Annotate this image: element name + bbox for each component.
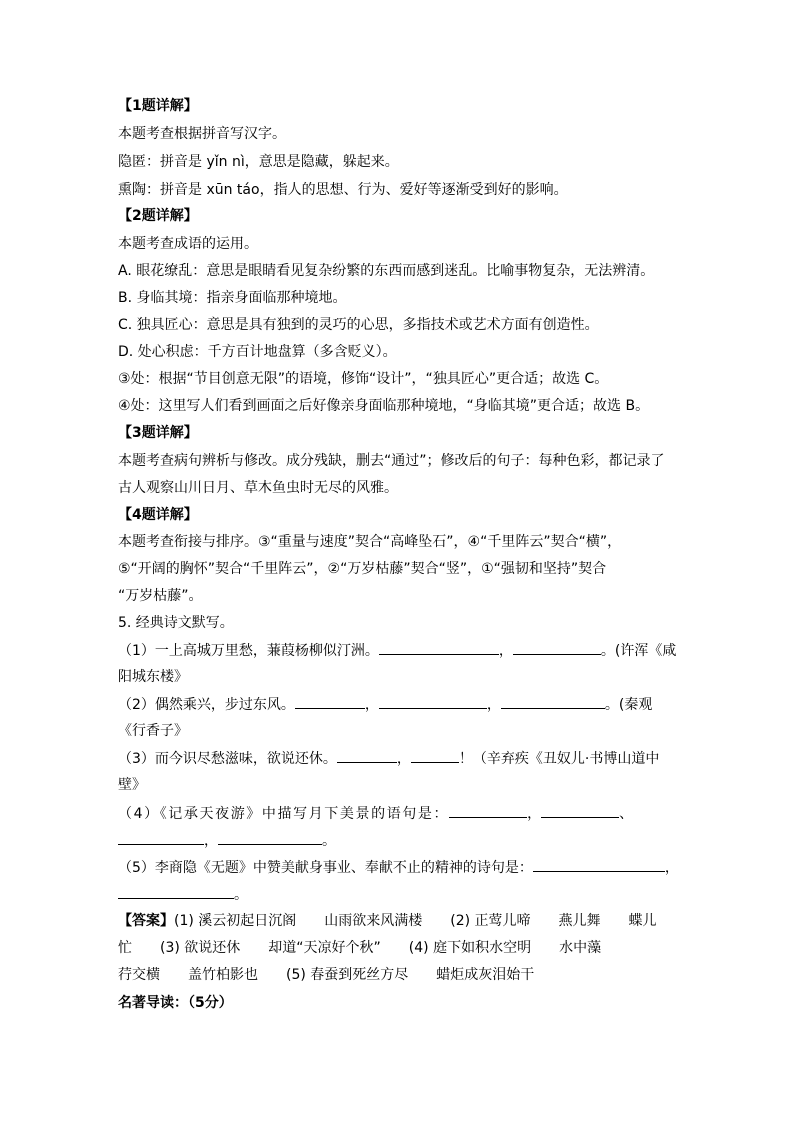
question-3-source-cont: 壁》 [118, 777, 146, 793]
answer-line-3: 荇交横 盖竹柏影也 (5) 春蚕到死丝方尽 蜡炬成灰泪始干 [118, 967, 535, 983]
answer-blank[interactable] [513, 640, 601, 655]
question-3-text: （3）而今识尽愁滋味，欲说还休。 [118, 751, 337, 767]
question-4: （4）《记承天夜游》中描写月下美景的语句是： ， 、 [118, 803, 633, 825]
question-2-source: 。(秦观 [604, 697, 653, 713]
section-4-header: 【4题详解】 [118, 507, 198, 523]
answer-blank[interactable] [449, 803, 527, 818]
section-5-header: 5. 经典诗文默写。 [118, 615, 234, 631]
section-2-header: 【2题详解】 [118, 208, 198, 224]
section-2-analysis-4: ④处：这里写人们看到画面之后好像亲身面临那种境地，“身临其境”更合适；故选 B。 [118, 398, 650, 414]
answer-blank[interactable] [379, 694, 487, 709]
question-5-cont: 。 [118, 884, 248, 906]
question-5: （5）李商隐《无题》中赞美献身事业、奉献不止的精神的诗句是： ， [118, 857, 679, 879]
answer-text-1: (1) 溪云初起日沉阁 山雨欲来风满楼 (2) 正莺儿啼 燕儿舞 蝶儿 [174, 913, 657, 929]
question-4-text: （4）《记承天夜游》中描写月下美景的语句是： [118, 806, 450, 822]
section-2-option-b: B. 身临其境：指亲身面临那种境地。 [118, 290, 347, 306]
reading-guide-header: 名著导读：（5分） [118, 995, 233, 1011]
answer-blank[interactable] [541, 803, 619, 818]
answer-blank[interactable] [118, 884, 234, 899]
answer-blank[interactable] [118, 830, 204, 845]
section-1-item-1: 隐匿：拼音是 yǐn nì，意思是隐藏，躲起来。 [118, 154, 399, 170]
answer-blank[interactable] [501, 694, 605, 709]
section-3-line-1: 本题考查病句辨析与修改。成分残缺，删去“通过”；修改后的句子：每种色彩，都记录了 [118, 453, 665, 469]
question-3: （3）而今识尽愁滋味，欲说还休。 ， ！（辛弃疾《丑奴儿·书博山道中 [118, 748, 659, 770]
answer-blank[interactable] [533, 857, 665, 872]
answer-label: 【答案】 [118, 913, 174, 929]
question-3-source: ！（辛弃疾《丑奴儿·书博山道中 [458, 751, 660, 767]
section-4-line-3: “万岁枯藤”。 [118, 588, 203, 604]
question-1-source: 。(许浑《咸 [600, 643, 677, 659]
section-3-header: 【3题详解】 [118, 425, 198, 441]
section-4-line-1: 本题考查衔接与排序。③“重量与速度”契合“高峰坠石”，④“千里阵云”契合“横”， [118, 534, 622, 550]
answer-blank[interactable] [337, 748, 397, 763]
answer-line-1 [118, 911, 657, 933]
question-4-cont: ， 。 [118, 830, 336, 852]
section-2-option-a: A. 眼花缭乱：意思是眼睛看见复杂纷繁的东西而感到迷乱。比喻事物复杂，无法辨清。 [118, 263, 655, 279]
section-3-line-2: 古人观察山川日月、草木鱼虫时无尽的风雅。 [118, 480, 398, 496]
section-1-header: 【1题详解】 [118, 98, 198, 114]
question-2-source-cont: 《行香子》 [118, 723, 188, 739]
answer-blank[interactable] [218, 830, 322, 845]
section-2-analysis-3: ③处：根据“节目创意无限”的语境，修饰“设计”，“独具匠心”更合适；故选 C。 [118, 371, 609, 387]
answer-blank[interactable] [295, 694, 365, 709]
question-1-text: （1）一上高城万里愁，蒹葭杨柳似汀洲。 [118, 643, 379, 659]
comma: ， [498, 643, 513, 659]
section-1-item-2: 熏陶：拼音是 xūn táo，指人的思想、行为、爱好等逐渐受到好的影响。 [118, 182, 568, 198]
answer-line-2: 忙 (3) 欲说还休 却道“天凉好个秋” (4) 庭下如积水空明 水中藻 [118, 940, 602, 956]
answer-blank[interactable] [411, 748, 459, 763]
question-2-text: （2）偶然乘兴，步过东风。 [118, 697, 295, 713]
answer-blank[interactable] [379, 640, 499, 655]
question-5-text: （5）李商隐《无题》中赞美献身事业、奉献不止的精神的诗句是： [118, 860, 533, 876]
section-1-intro: 本题考查根据拼音写汉字。 [118, 126, 286, 142]
section-4-line-2: ⑤“开阔的胸怀”契合“千里阵云”，②“万岁枯藤”契合“竖”，①“强韧和坚持”契合 [118, 561, 607, 577]
section-2-option-c: C. 独具匠心：意思是具有独到的灵巧的心思，多指技术或艺术方面有创造性。 [118, 317, 599, 333]
question-1-source-cont: 阳城东楼》 [118, 669, 188, 685]
section-2-intro: 本题考查成语的运用。 [118, 236, 258, 252]
question-1 [118, 640, 676, 662]
question-2: （2）偶然乘兴，步过东风。 ， ， 。(秦观 [118, 694, 652, 716]
section-2-option-d: D. 处心积虑：千方百计地盘算（多含贬义）。 [118, 344, 397, 360]
